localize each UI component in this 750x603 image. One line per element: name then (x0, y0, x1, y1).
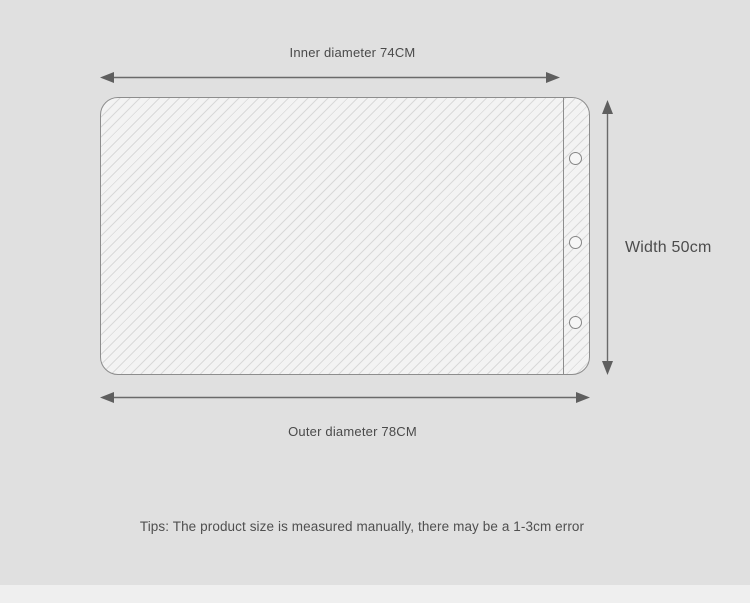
product-outline (100, 97, 590, 375)
grommet-hole-icon (569, 152, 582, 165)
width-arrow-icon (601, 100, 614, 375)
width-label: Width 50cm (625, 239, 712, 256)
footer-strip (0, 585, 750, 603)
outer-diameter-arrow-icon (100, 391, 590, 404)
inner-diameter-label: Inner diameter 74CM (289, 45, 416, 60)
grommet-hole-icon (569, 316, 582, 329)
grommet-hole-icon (569, 236, 582, 249)
outer-diameter-label: Outer diameter 78CM (288, 424, 417, 439)
binding-edge-line (563, 98, 564, 374)
tips-note: Tips: The product size is measured manually, there may be a 1-3cm error (139, 519, 585, 534)
inner-diameter-arrow-icon (100, 71, 560, 84)
